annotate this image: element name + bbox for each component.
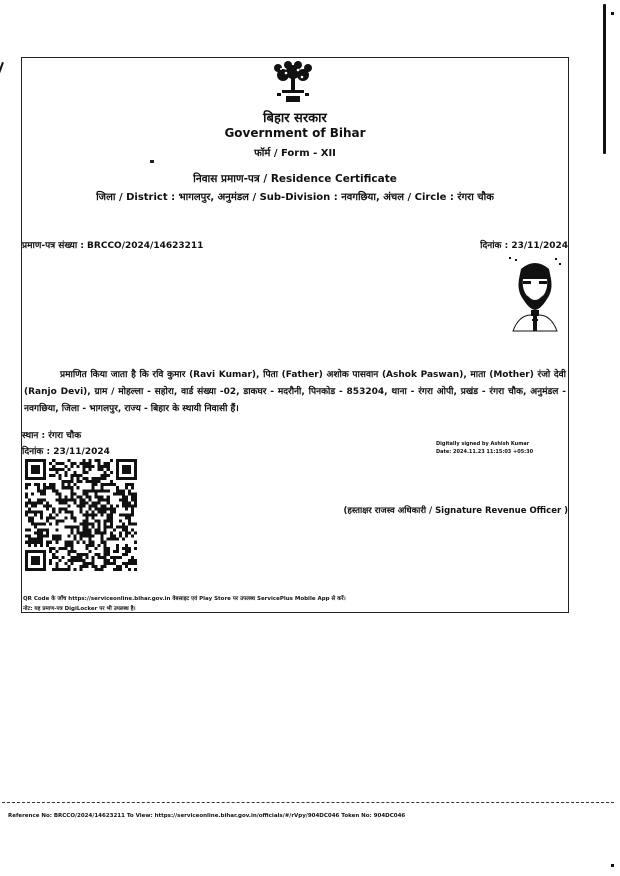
reference-line: Reference No: BRCCO/2024/14623211 To View: https://serviceonline.bihar.gov.in/officials/#/rVpy/904DC046 Token No: 904DC046: [8, 813, 406, 819]
certificate-number: प्रमाण-पत्र संख्या : BRCCO/2024/14623211: [22, 241, 204, 251]
scan-edge-line-right: [603, 4, 606, 154]
issue-place: स्थान : रंगरा चौक: [22, 431, 82, 441]
certificate-date: दिनांक : 23/11/2024: [480, 241, 568, 251]
certification-body: प्रमाणित किया जाता है कि रवि कुमार (Ravi Kumar), पिता (Father) अशोक पासवान (Ashok Paswan), माता (Mother) रंजो देवी (Ranjo Devi), ग्राम / मोहल्ला - सहोरा, वार्ड संख्या -02, डाकघर - मदरौनी, पिनकोड - 853204, थाना - रंगरा ओपी, प्रखंड - रंगरा चौक, अनुमंडल - नवगछिया, जिला - भागलपुर, राज्य - बिहार के स्थायी निवासी हैं।: [24, 370, 566, 414]
scan-edge-line: [0, 62, 4, 136]
digilocker-note: नोट: यह प्रमाण-पत्र DigiLocker पर भी उपलब्ध है।: [23, 606, 136, 612]
digital-signature: [436, 440, 533, 456]
small-mark: [150, 160, 154, 163]
digital-signature-signer: Digitally signed by Ashish Kumar: [436, 441, 530, 447]
officer-signature-label: (हस्ताक्षर राजस्व अधिकारी / Signature Revenue Officer ): [343, 506, 568, 516]
applicant-photo: [505, 255, 565, 333]
qr-code: [25, 459, 137, 571]
form-number: फॉर्म / Form - XII: [254, 148, 336, 159]
district-line: जिला / District : भागलपुर, अनुमंडल / Sub-Division : नवगछिया, अंचल / Circle : रंगरा चौक: [96, 192, 494, 203]
certificate-title: निवास प्रमाण-पत्र / Residence Certificate: [193, 173, 397, 185]
issue-date: दिनांक : 23/11/2024: [22, 447, 110, 457]
government-title: Government of Bihar: [224, 126, 366, 140]
bihar-emblem-icon: [268, 60, 318, 104]
scan-speck: [611, 864, 614, 867]
scan-speck: [611, 12, 614, 15]
digital-signature-date: Date: 2024.11.23 11:15:03 +05:30: [436, 449, 534, 455]
qr-verification-note: QR Code के जाँच https://serviceonline.bihar.gov.in वेबसाइट एवं Play Store पर उपलब्ध ServicePlus Mobile App से करें।: [23, 596, 346, 602]
footer-separator: [2, 802, 614, 803]
state-name-hindi: बिहार सरकार: [263, 111, 327, 126]
